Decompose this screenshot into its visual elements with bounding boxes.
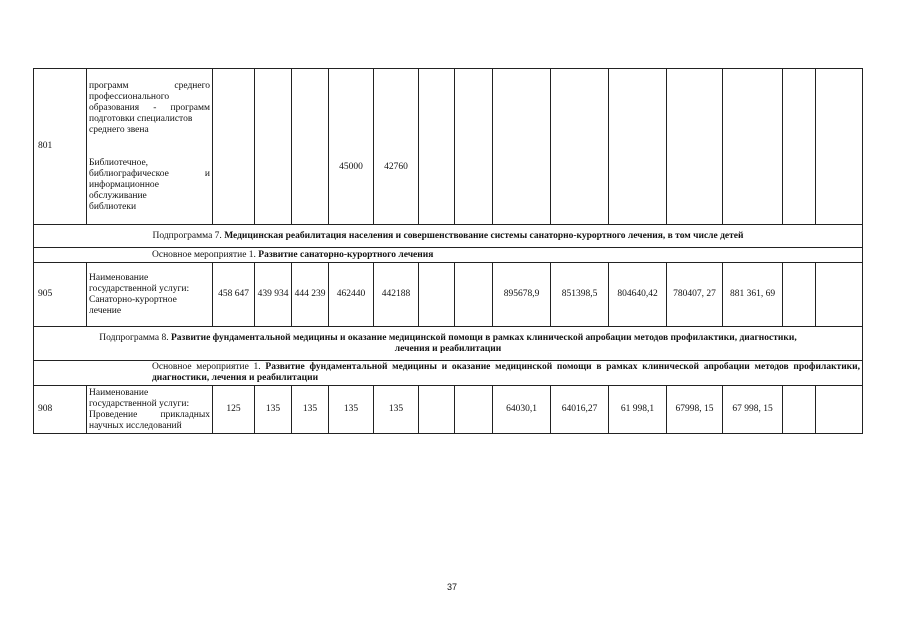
desc-line: библиографическое и <box>89 168 210 179</box>
subprogram-prefix: Подпрограмма 8. <box>99 332 171 343</box>
value-cell: 442188 <box>374 263 419 327</box>
basic-activity-prefix: Основное мероприятие 1. <box>152 362 266 372</box>
row-code: 905 <box>34 263 87 327</box>
page-number: 37 <box>446 582 457 592</box>
value-cell <box>455 263 493 327</box>
subprogram-prefix: Подпрограмма 7. <box>152 230 225 241</box>
desc-line: государственной услуги: <box>89 283 190 294</box>
basic-activity-8-row <box>34 361 863 386</box>
table-row-908 <box>34 386 863 434</box>
basic-activity-7-row <box>34 248 863 263</box>
desc-line: Санаторно-курортное <box>89 294 177 305</box>
desc-line: среднего звена <box>89 124 149 135</box>
value-cell <box>292 69 329 225</box>
value-cell <box>609 69 667 225</box>
desc-spacer <box>89 136 210 158</box>
desc-line: Проведение прикладных <box>89 409 210 420</box>
value-cell: 439 934 <box>255 263 292 327</box>
value-cell: 135 <box>374 386 419 434</box>
value-cell <box>551 69 609 225</box>
subprogram-heading <box>34 327 863 361</box>
value-cell <box>419 263 455 327</box>
value-cell: 61 998,1 <box>609 386 667 434</box>
value-cell <box>213 69 255 225</box>
basic-activity-prefix: Основное мероприятие 1. <box>152 249 259 260</box>
value-cell: 135 <box>292 386 329 434</box>
value-cell: 780407, 27 <box>667 263 723 327</box>
value-cell: 135 <box>255 386 292 434</box>
desc-line: лечение <box>89 305 122 316</box>
value-cell <box>419 386 455 434</box>
value-cell: 895678,9 <box>493 263 551 327</box>
value-cell <box>723 69 783 225</box>
value-cell <box>816 386 863 434</box>
value-cell: 64030,1 <box>493 386 551 434</box>
subprogram-title: Развитие фундаментальной медицины и оказание медицинской помощи в рамках клинической апробации методов профилактики, диагностики, лечения и реабилитации <box>170 332 797 354</box>
value-cell: 67998, 15 <box>667 386 723 434</box>
value-cell <box>667 69 723 225</box>
value-cell <box>783 69 816 225</box>
row-code: 801 <box>34 69 87 225</box>
value-cell: 462440 <box>329 263 374 327</box>
row-code: 908 <box>34 386 87 434</box>
basic-activity-title: Развитие фундаментальной медицины и оказание медицинской помощи в рамках клинической апробации методов профилактики, диагностики, лечения и реабилитации <box>152 362 860 383</box>
value-cell: 135 <box>329 386 374 434</box>
value-cell <box>419 69 455 225</box>
desc-line: обслуживание <box>89 190 147 201</box>
value-cell <box>783 386 816 434</box>
desc-line: подготовки специалистов <box>89 113 193 124</box>
desc-line: библиотеки <box>89 201 137 212</box>
desc-line: образования - программ <box>89 102 210 113</box>
value-cell: 64016,27 <box>551 386 609 434</box>
value-cell <box>816 69 863 225</box>
value-cell: 42760 <box>374 69 419 225</box>
table-row-905 <box>34 263 863 327</box>
desc-line: научных исследований <box>89 420 182 431</box>
subprogram-7-row <box>34 225 863 248</box>
table-row-801 <box>34 69 863 225</box>
value-cell <box>493 69 551 225</box>
value-cell <box>455 386 493 434</box>
row-description <box>87 263 213 327</box>
basic-activity-title: Развитие санаторно-курортного лечения <box>258 249 434 260</box>
value-cell <box>816 263 863 327</box>
value-cell <box>455 69 493 225</box>
subprogram-heading <box>34 225 863 248</box>
value-cell <box>783 263 816 327</box>
desc-line: информационное <box>89 179 160 190</box>
value-cell: 125 <box>213 386 255 434</box>
value-cell <box>255 69 292 225</box>
row-description <box>87 69 213 225</box>
desc-line: Наименование <box>89 387 149 398</box>
value-cell: 881 361, 69 <box>723 263 783 327</box>
subprogram-title: Медицинская реабилитация населения и совершенствование системы санаторно-курортного лечения, в том числе детей <box>224 230 744 241</box>
basic-activity-heading <box>34 361 863 386</box>
desc-line: Библиотечное, <box>89 157 149 168</box>
services-table <box>33 68 863 434</box>
desc-line: профессионального <box>89 91 170 102</box>
desc-line: Наименование <box>89 272 149 283</box>
basic-activity-heading <box>34 248 863 263</box>
value-cell: 851398,5 <box>551 263 609 327</box>
row-description <box>87 386 213 434</box>
value-cell: 67 998, 15 <box>723 386 783 434</box>
desc-line: программ среднего <box>89 80 210 91</box>
value-cell: 458 647 <box>213 263 255 327</box>
value-cell: 444 239 <box>292 263 329 327</box>
desc-line: государственной услуги: <box>89 398 190 409</box>
value-cell: 45000 <box>329 69 374 225</box>
subprogram-8-row <box>34 327 863 361</box>
value-cell: 804640,42 <box>609 263 667 327</box>
